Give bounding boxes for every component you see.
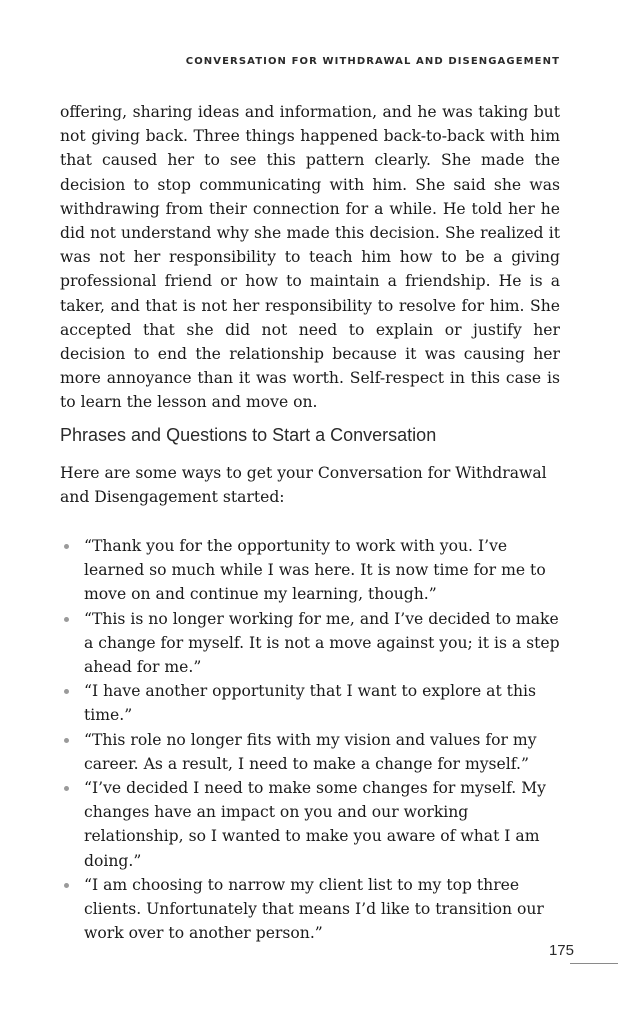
bullet-icon (64, 544, 69, 549)
body-paragraph-container (60, 100, 560, 415)
list-item (60, 873, 560, 946)
page-number-rule (570, 963, 618, 964)
list-item (60, 534, 560, 607)
bullet-icon (64, 738, 69, 743)
list-item (60, 728, 560, 776)
list-item-text: “This role no longer fits with my vision and values for my career. As a result, I need to make a change for myself.” (84, 730, 537, 773)
list-item-text: “This is no longer working for me, and I’ve decided to make a change for myself. It is not a move against you; it is a step ahead for me.” (84, 609, 560, 677)
running-head: CONVERSATION FOR WITHDRAWAL AND DISENGAGEMENT (185, 56, 560, 67)
list-item-text: “Thank you for the opportunity to work with you. I’ve learned so much while I was here. It is now time for me to move on and continue my learning, though.” (84, 537, 546, 604)
list-item-text: “I have another opportunity that I want to explore at this time.” (84, 682, 536, 725)
list-item (60, 679, 560, 727)
list-item-text: “I’ve decided I need to make some changes for myself. My changes have an impact on you and our working relationship, so I wanted to make you aware of what I am doing.” (84, 779, 546, 870)
bullet-icon (64, 689, 69, 694)
list-item (60, 776, 560, 873)
intro-paragraph: Here are some ways to get your Conversation for Withdrawal and Disengagement started: (60, 464, 547, 507)
section-heading: Phrases and Questions to Start a Conversation (60, 425, 437, 445)
bullet-icon (64, 617, 69, 622)
body-paragraph: offering, sharing ideas and information, and he was taking but not giving back. Three things happened back-to-back with him that caused her to see this pattern clearly. She made the decision to stop communicating with him. She said she was withdrawing from their connection for a while. He told her he did not understand why she made this decision. She realized it was not her responsibility to teach him how to be a giving professional friend or how to maintain a friendship. He is a taker, and that is not her responsibility to resolve for him. She accepted that she did not need to explain or justify her decision to end the relationship because it was causing her more annoyance than it was worth. Self-respect in this case is to learn the lesson and move on. (60, 103, 560, 412)
bullet-icon (64, 883, 69, 888)
phrase-list (60, 534, 560, 945)
bullet-icon (64, 786, 69, 791)
page-number: 175 (548, 942, 574, 959)
list-item (60, 607, 560, 680)
list-item-text: “I am choosing to narrow my client list to my top three clients. Unfortunately that means I’d like to transition our work over to another person.” (84, 875, 544, 943)
